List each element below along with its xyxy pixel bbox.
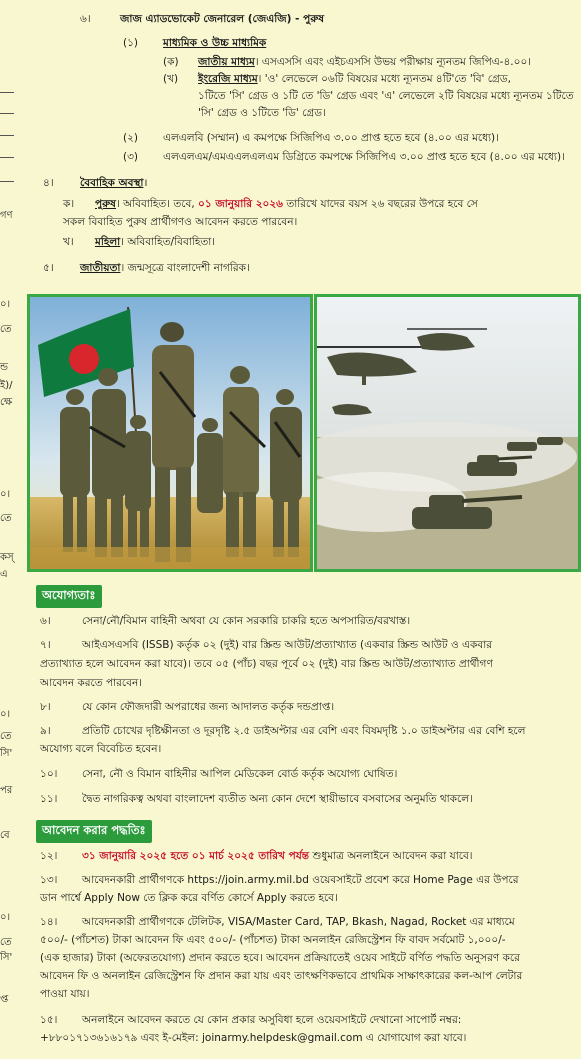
item-title: বৈবাহিক অবস্থা [80,177,144,189]
application-heading: আবেদন করার পদ্ধতিঃ [36,820,152,843]
text: 'সি' গ্রেড ও ১টিতে 'ডি' গ্রেড। [198,107,326,119]
edge-fragment: ০। [0,709,11,720]
column-rule [0,157,14,158]
column-rule [0,113,14,114]
text: ৫০০/- (পাঁচশত) টাকা আবেদন ফি এবং ৫০০/- (পাঁচশত) টাকা অনলাইন রেজিস্ট্রেশন ফি বাবদ সর্বমোট ১,০০০/- [40,934,506,946]
text: আবেদন ফি ও অনলাইন রেজিস্ট্রেশন ফি প্রদান করা যায় এবং তাৎক্ষণিকভাবে প্রাথমিক সাক্ষাৎকারের কল-আপ লেটার [40,970,523,982]
text: ১টিতে 'সি' গ্রেড ও ১টি তে 'ডি' গ্রেড এবং 'এ' লেভেলে ২টি বিষয়ের মধ্যে ন্যূনতম ১টিতে [198,90,574,102]
text: প্রতিটি চোখের দৃষ্টিক্ষীনতা ও দূরদৃষ্টি ২.৫ ডাইঅপ্টার এর বেশি এবং বিষমদৃষ্টি ১.০ ডাইঅপ্টার এর বেশি হলে [82,725,526,737]
item-number: ৮। [40,701,51,713]
column-rule [0,92,14,93]
text: প্রত্যাখ্যাত হলে আবেদন করা যাবে)। তবে ০৫ (পাঁচ) বছর পূর্বে ০২ (দুই) বার স্ক্রিন্ড আউট/প্রত্যাখ্যাত প্রার্থীগণ [40,658,493,670]
subitem-number: খ। [63,236,74,248]
edge-fragment: বে [0,830,10,841]
label: মহিলা [95,236,121,248]
edge-fragment: কস্ [0,552,14,563]
item-number: ১০। [40,768,58,780]
edge-fragment: ক্ষে [0,397,13,408]
text: +৮৮০১৭১৩৬১৬১৭৯ এবং ই-মেইল: joinarmy.helpdesk@gmail.com এ যোগাযোগ করা যাবে। [40,1032,467,1044]
text: সেনা/নৌ/বিমান বাহিনী অথবা যে কোন সরকারি চাকরি হতে অপসারিত/বরখাস্ত। [82,615,411,627]
column-rule [0,181,14,182]
text: পাওয়া যায়। [40,988,90,1000]
item-number: ৯। [40,725,51,737]
item-number: ১১। [40,793,58,805]
edge-fragment: ০। [0,489,11,500]
edge-fragment: তে [0,731,12,742]
edge-fragment: ০। [0,912,11,923]
edge-fragment: ০। [0,299,11,310]
edge-fragment: পর [0,785,13,796]
edge-fragment: তে [0,324,12,335]
item-number: ৪। [43,177,54,189]
text: ডান পার্শ্বে Apply Now তে ক্লিক করে বর্ণিত কোর্সে Apply করতে হবে। [40,892,338,904]
text: । এসএসসি এবং এইচএসসি উভয় পরীক্ষায় ন্যূনতম জিপিএ-৪.০০। [254,56,532,68]
item-number: ৬। [40,615,51,627]
text: আবেদনকারী প্রার্থীগণকে টেলিটক, VISA/Master Card, TAP, Bkash, Nagad, Rocket এর মাধ্যমে [82,916,515,928]
item-number: ১৪। [40,916,58,928]
text: অযোগ্য বলে বিবেচিত হবেন। [40,743,162,755]
text: সেনা, নৌ ও বিমান বাহিনীর আপিল মেডিকেল বোর্ড কর্তৃক অযোগ্য ঘোষিত। [82,768,398,780]
label: পুরুষ [95,198,116,210]
label: জাতীয় মাধ্যম [198,56,255,68]
edge-fragment: তে [0,513,12,524]
column-rule [0,135,14,136]
item-number: ৬। [80,13,91,25]
text: আইএসএসবি (ISSB) কর্তৃক ০২ (দুই) বার স্ক্রিন্ড আউট/প্রত্যাখ্যাত (একবার স্ক্রিন্ড আউট ও একবার [82,639,493,651]
text: যে কোন ফৌজদারী অপরাধের জন্য আদালত কর্তৃক দন্ডপ্রাপ্ত। [82,701,335,713]
subitem-title: মাধ্যমিক ও উচ্চ মাধ্যমিক [163,37,267,49]
subitem-number: (১) [123,37,139,49]
item-number: ৫। [43,262,54,274]
text: এলএলবি (সম্মান) এ কমপক্ষে সিজিপিএ ৩.০০ প্রাপ্ত হতে হবে (৪.০০ এর মধ্যে)। [163,132,499,144]
ineligibility-heading: অযোগ্যতাঃ [36,585,102,608]
item-number: ১২। [40,850,58,862]
edge-fragment: সি' [0,748,13,759]
edge-fragment: প্ত [0,994,9,1005]
item-number: ১৩। [40,874,58,886]
text: সকল বিবাহিত পুরুষ প্রার্থীগণও আবেদন করতে পারবেন। [63,216,298,228]
edge-fragment: গণ [0,210,13,221]
text: (এক হাজার) টাকা (অফেরতযোগ্য) প্রদান করতে হবে। আবেদন প্রক্রিয়াতেই ওয়েব সাইটে বর্ণিত পদ্ধতি অনুসরণ করে [40,952,520,964]
text: অনলাইনে আবেদন করতে যে কোন প্রকার অসুবিধা হলে ওয়েবসাইটে দেখানো সাপোর্ট নম্বর: [82,1014,462,1026]
subitem-number: (ক) [163,56,179,68]
edge-fragment: এ [0,569,8,580]
text: আবেদনকারী প্রার্থীগণকে https://join.army.mil.bd ওয়েবসাইটে প্রবেশ করে Home Page এর উপরে [82,874,519,886]
helicopters-tanks-photo [314,294,581,572]
edge-fragment: সি' [0,952,13,963]
edge-fragment: তে [0,937,12,948]
text: আবেদন করতে পারবেন। [40,677,143,689]
item-number: ৭। [40,639,51,651]
label: ইংরেজি মাধ্যম [198,73,258,85]
edge-fragment: ই)/ [0,380,13,391]
date-highlight: ৩১ জানুয়ারি ২০২৫ হতে ০১ মার্চ ২০২৫ তারিখ পর্যন্ত [82,850,309,862]
subitem-number: (৩) [123,151,139,163]
text: । 'ও' লেভেলে ০৬টি বিষয়ের মধ্যে ন্যূনতম ৪টি'তে 'বি' গ্রেড, [257,73,511,85]
item-title: জাজ এ্যাডভোকেট জেনারেল (জেএজি) - পুরুষ [120,13,325,25]
soldiers-photo [27,294,313,572]
text: দ্বৈত নাগরিকত্ব অথবা বাংলাদেশ ব্যতীত অন্য কোন দেশে স্থায়ীভাবে বসবাসের অনুমতি থাকলে। [82,793,473,805]
item-title: জাতীয়তা [80,262,121,274]
subitem-number: (২) [123,132,139,144]
subitem-number: ক। [63,198,75,210]
edge-fragment: ন্ড [0,362,8,373]
subitem-number: (খ) [163,73,179,85]
date-highlight: ০১ জানুয়ারি ২০২৬ [198,198,284,210]
item-number: ১৫। [40,1014,58,1026]
text: এলএলএম/এমএএলএলএম ডিগ্রিতে কমপক্ষে সিজিপিএ ৩.০০ প্রাপ্ত হতে হবে (৪.০০ এর মধ্যে)। [163,151,565,163]
